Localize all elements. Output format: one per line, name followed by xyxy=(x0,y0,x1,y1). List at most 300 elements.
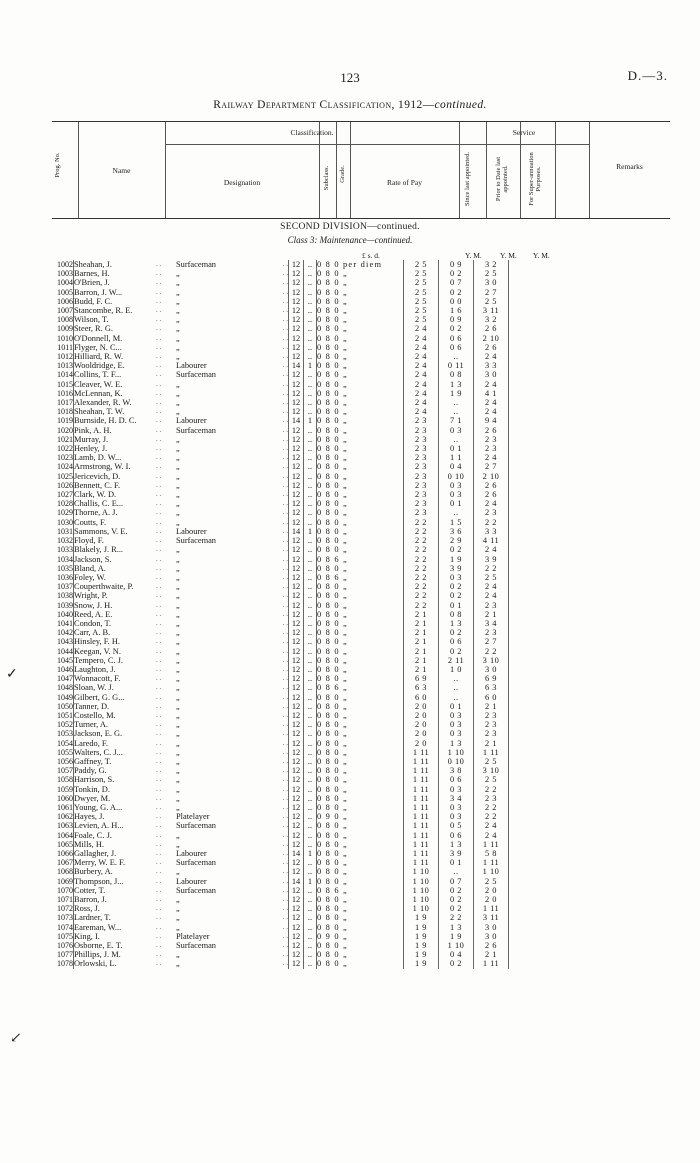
leader-dots: . . xyxy=(282,315,288,324)
designation: „ xyxy=(176,664,180,674)
remarks xyxy=(509,416,620,425)
employee-name: Carr, A. B. xyxy=(74,628,157,637)
service-since-last: 2 3 xyxy=(404,508,439,517)
table-row xyxy=(45,794,619,803)
service-superannuation: 2 6 xyxy=(474,481,509,490)
employee-name: Flyger, N. C... xyxy=(74,343,157,352)
designation: „ xyxy=(176,324,180,334)
leader-dots: . . xyxy=(156,545,162,554)
table-row xyxy=(45,416,619,425)
remarks xyxy=(509,693,620,702)
prog-no: 1033 xyxy=(57,545,73,555)
grade: .. xyxy=(304,674,317,683)
service-superannuation: 2 3 xyxy=(474,508,509,517)
subclass: 12 xyxy=(289,923,304,932)
remarks xyxy=(509,288,620,297)
service-since-last: 6 9 xyxy=(404,674,439,683)
prog-no: 1062 xyxy=(57,812,73,822)
leader-dots: . . xyxy=(156,655,162,664)
table-row xyxy=(45,858,619,867)
service-superannuation: 3 10 xyxy=(474,766,509,775)
service-prior: .. xyxy=(439,683,474,692)
leader-dots: . . xyxy=(282,563,288,572)
leader-dots: . . xyxy=(282,738,288,747)
grade: .. xyxy=(304,867,317,876)
rate-of-pay: 0 8 0 „ xyxy=(317,739,404,748)
rate-of-pay: 0 8 0 „ xyxy=(317,840,404,849)
designation: „ xyxy=(176,747,180,757)
prog-no: 1041 xyxy=(57,618,73,628)
employee-name: Hayes, J. xyxy=(74,812,157,821)
leader-dots: . . xyxy=(282,729,288,738)
leader-dots: . . xyxy=(156,646,162,655)
table-row xyxy=(45,269,619,278)
rate-of-pay: 0 8 0 „ xyxy=(317,389,404,398)
table-row xyxy=(45,923,619,932)
table-row xyxy=(45,821,619,830)
rate-of-pay: 0 9 0 „ xyxy=(317,812,404,821)
remarks xyxy=(509,656,620,665)
rate-of-pay: 0 8 0 „ xyxy=(317,444,404,453)
service-prior: 0 6 xyxy=(439,831,474,840)
service-prior: 0 7 xyxy=(439,877,474,886)
leader-dots: . . xyxy=(156,471,162,480)
remarks xyxy=(509,278,620,287)
leader-dots: . . xyxy=(282,858,288,867)
prog-no: 1047 xyxy=(57,674,73,684)
employee-name: Henley, J. xyxy=(74,444,157,453)
leader-dots: . . xyxy=(282,941,288,950)
employee-name: Floyd, F. xyxy=(74,536,157,545)
prog-no: 1013 xyxy=(57,361,73,371)
designation: „ xyxy=(176,480,180,490)
rate-of-pay: 0 8 0 „ xyxy=(317,895,404,904)
rate-of-pay: 0 8 0 „ xyxy=(317,582,404,591)
grade: .. xyxy=(304,858,317,867)
service-prior: 0 10 xyxy=(439,472,474,481)
employee-name: Bennett, C. F. xyxy=(74,481,157,490)
service-since-last: 1 11 xyxy=(404,775,439,784)
designation: „ xyxy=(176,867,180,877)
grade: .. xyxy=(304,297,317,306)
subclass: 12 xyxy=(289,481,304,490)
service-since-last: 2 4 xyxy=(404,334,439,343)
prog-no: 1069 xyxy=(57,876,73,886)
table-row xyxy=(45,260,619,269)
grade: .. xyxy=(304,803,317,812)
prog-no: 1006 xyxy=(57,296,73,306)
table-row xyxy=(45,472,619,481)
service-since-last: 2 5 xyxy=(404,260,439,269)
prog-no: 1017 xyxy=(57,398,73,408)
remarks xyxy=(509,748,620,757)
service-prior: 1 9 xyxy=(439,555,474,564)
table-row xyxy=(45,840,619,849)
service-superannuation: 2 4 xyxy=(474,453,509,462)
remarks xyxy=(509,518,620,527)
leader-dots: . . xyxy=(156,941,162,950)
leader-dots: . . xyxy=(156,499,162,508)
service-superannuation: 2 4 xyxy=(474,499,509,508)
service-since-last: 2 1 xyxy=(404,656,439,665)
document-reference: D.—3. xyxy=(627,68,668,83)
leader-dots: . . xyxy=(282,655,288,664)
grade: .. xyxy=(304,665,317,674)
grade: .. xyxy=(304,913,317,922)
service-superannuation: 6 0 xyxy=(474,693,509,702)
rate-of-pay: 0 8 6 „ xyxy=(317,886,404,895)
leader-dots: . . xyxy=(156,830,162,839)
table-row xyxy=(45,803,619,812)
subclass: 12 xyxy=(289,867,304,876)
service-since-last: 1 10 xyxy=(404,886,439,895)
designation: „ xyxy=(176,609,180,619)
leader-dots: . . xyxy=(282,913,288,922)
table-row xyxy=(45,647,619,656)
employee-name: Murray, J. xyxy=(74,435,157,444)
designation: „ xyxy=(176,904,180,914)
prog-no: 1061 xyxy=(57,802,73,812)
remarks xyxy=(509,913,620,922)
leader-dots: . . xyxy=(282,545,288,554)
rate-of-pay: 0 8 6 „ xyxy=(317,555,404,564)
employee-name: Dwyer, M. xyxy=(74,794,157,803)
service-since-last: 2 2 xyxy=(404,591,439,600)
service-since-last: 2 4 xyxy=(404,407,439,416)
remarks xyxy=(509,343,620,352)
service-superannuation: 3 3 xyxy=(474,527,509,536)
prog-no: 1024 xyxy=(57,462,73,472)
service-since-last: 2 4 xyxy=(404,370,439,379)
service-prior: 2 9 xyxy=(439,536,474,545)
grade: .. xyxy=(304,426,317,435)
leader-dots: . . xyxy=(156,462,162,471)
subclass: 12 xyxy=(289,904,304,913)
subclass: 12 xyxy=(289,683,304,692)
service-prior: 0 1 xyxy=(439,601,474,610)
rate-of-pay: 0 8 0 „ xyxy=(317,518,404,527)
subclass: 12 xyxy=(289,950,304,959)
grade: 1 xyxy=(304,527,317,536)
leader-dots: . . xyxy=(156,876,162,885)
prog-no: 1016 xyxy=(57,388,73,398)
leader-dots: . . xyxy=(156,931,162,940)
prog-no: 1020 xyxy=(57,425,73,435)
subclass: 14 xyxy=(289,849,304,858)
prog-no: 1075 xyxy=(57,931,73,941)
subclass: 12 xyxy=(289,315,304,324)
service-since-last: 1 11 xyxy=(404,803,439,812)
service-superannuation: 2 4 xyxy=(474,380,509,389)
table-row xyxy=(45,462,619,471)
leader-dots: . . xyxy=(156,849,162,857)
table-row xyxy=(45,665,619,674)
service-prior: 1 9 xyxy=(439,389,474,398)
service-prior: 0 8 xyxy=(439,610,474,619)
leader-dots: . . xyxy=(156,480,162,489)
table-row xyxy=(45,849,619,858)
grade: .. xyxy=(304,490,317,499)
employee-name: Bland, A. xyxy=(74,564,157,573)
prog-no: 1038 xyxy=(57,591,73,601)
employee-name: Hinsley, F. H. xyxy=(74,637,157,646)
grade: .. xyxy=(304,352,317,361)
leader-dots: . . xyxy=(282,444,288,453)
service-since-last: 1 11 xyxy=(404,849,439,858)
superannuation-header: For Super-annuation Purposes. xyxy=(528,152,542,206)
service-superannuation: 9 4 xyxy=(474,416,509,425)
remarks xyxy=(509,895,620,904)
prog-no: 1059 xyxy=(57,784,73,794)
remarks xyxy=(509,444,620,453)
grade: .. xyxy=(304,766,317,775)
subclass: 12 xyxy=(289,435,304,444)
employee-name: Armstrong, W. I. xyxy=(74,462,157,471)
service-header: Service xyxy=(512,128,536,137)
service-prior: 0 6 xyxy=(439,775,474,784)
employee-name: Laughton, J. xyxy=(74,665,157,674)
employee-name: Thorne, A. J. xyxy=(74,508,157,517)
designation: „ xyxy=(176,315,180,325)
service-superannuation: 3 0 xyxy=(474,665,509,674)
grade: .. xyxy=(304,481,317,490)
subclass: 12 xyxy=(289,941,304,950)
prog-no: 1011 xyxy=(57,342,73,352)
grade: .. xyxy=(304,573,317,582)
grade: .. xyxy=(304,508,317,517)
service-superannuation: 2 0 xyxy=(474,895,509,904)
leader-dots: . . xyxy=(156,398,162,407)
subclass: 12 xyxy=(289,306,304,315)
rate-of-pay: 0 8 0 „ xyxy=(317,315,404,324)
leader-dots: . . xyxy=(156,747,162,756)
designation: „ xyxy=(176,379,180,389)
rate-of-pay: 0 8 0 „ xyxy=(317,435,404,444)
subclass: 12 xyxy=(289,536,304,545)
grade: .. xyxy=(304,932,317,941)
leader-dots: . . xyxy=(156,618,162,627)
employee-name: Barron, J. xyxy=(74,895,157,904)
subclass: 12 xyxy=(289,803,304,812)
prog-no: 1018 xyxy=(57,407,73,417)
service-superannuation: 2 5 xyxy=(474,297,509,306)
service-since-last: 2 5 xyxy=(404,288,439,297)
leader-dots: . . xyxy=(282,885,288,894)
employee-name: Sloan, W. J. xyxy=(74,683,157,692)
service-since-last: 1 10 xyxy=(404,895,439,904)
service-since-last: 2 2 xyxy=(404,518,439,527)
employee-name: Tonkin, D. xyxy=(74,785,157,794)
remarks xyxy=(509,407,620,416)
remarks xyxy=(509,472,620,481)
service-superannuation: 3 0 xyxy=(474,278,509,287)
leader-dots: . . xyxy=(156,738,162,747)
service-since-last: 2 1 xyxy=(404,610,439,619)
employee-name: O'Donnell, M. xyxy=(74,334,157,343)
designation: „ xyxy=(176,710,180,720)
service-prior: 0 1 xyxy=(439,858,474,867)
service-since-last: 2 3 xyxy=(404,481,439,490)
leader-dots: . . xyxy=(156,959,162,968)
service-prior: 1 10 xyxy=(439,748,474,757)
employee-name: Sammons, V. E. xyxy=(74,527,157,536)
rate-of-pay: 0 8 0 „ xyxy=(317,794,404,803)
remarks xyxy=(509,628,620,637)
service-prior: 0 3 xyxy=(439,803,474,812)
prog-no: 1008 xyxy=(57,315,73,325)
service-since-last: 2 0 xyxy=(404,711,439,720)
leader-dots: . . xyxy=(282,324,288,333)
leader-dots: . . xyxy=(156,526,162,535)
remarks xyxy=(509,923,620,932)
remarks xyxy=(509,729,620,738)
designation: „ xyxy=(176,444,180,454)
subclass: 12 xyxy=(289,665,304,674)
employee-name: Coutts, F. xyxy=(74,518,157,527)
grade: .. xyxy=(304,628,317,637)
rate-of-pay: 0 8 0 „ xyxy=(317,481,404,490)
service-since-last: 2 4 xyxy=(404,343,439,352)
employee-name: Cleaver, W. E. xyxy=(74,380,157,389)
service-prior: 0 5 xyxy=(439,821,474,830)
grade: .. xyxy=(304,711,317,720)
table-row xyxy=(45,370,619,379)
leader-dots: . . xyxy=(282,664,288,673)
table-row xyxy=(45,315,619,324)
subclass: 12 xyxy=(289,472,304,481)
designation: „ xyxy=(176,306,180,316)
subclass: 12 xyxy=(289,821,304,830)
subclass: 12 xyxy=(289,324,304,333)
leader-dots: . . xyxy=(282,922,288,931)
designation: Surfaceman xyxy=(176,536,216,546)
service-superannuation: 2 4 xyxy=(474,831,509,840)
prog-no: 1039 xyxy=(57,600,73,610)
leader-dots: . . xyxy=(156,664,162,673)
rate-of-pay: 0 8 0 „ xyxy=(317,785,404,794)
service-superannuation: 3 11 xyxy=(474,306,509,315)
service-since-last: 2 3 xyxy=(404,426,439,435)
prog-no: 1030 xyxy=(57,517,73,527)
prog-no: 1007 xyxy=(57,306,73,316)
service-prior: 0 3 xyxy=(439,490,474,499)
designation: Platelayer xyxy=(176,931,210,941)
designation: „ xyxy=(176,683,180,693)
leader-dots: . . xyxy=(282,572,288,581)
service-superannuation: 2 1 xyxy=(474,739,509,748)
rate-of-pay: 0 8 0 „ xyxy=(317,904,404,913)
table-row xyxy=(45,775,619,784)
leader-dots: . . xyxy=(156,895,162,904)
division-heading: SECOND DIVISION—continued. xyxy=(280,222,420,232)
grade: .. xyxy=(304,637,317,646)
service-prior: 1 6 xyxy=(439,306,474,315)
subclass: 12 xyxy=(289,647,304,656)
service-superannuation: 2 1 xyxy=(474,950,509,959)
designation: „ xyxy=(176,922,180,932)
table-row xyxy=(45,886,619,895)
service-prior: .. xyxy=(439,352,474,361)
subclass: 12 xyxy=(289,582,304,591)
service-prior: 1 3 xyxy=(439,380,474,389)
designation: „ xyxy=(176,398,180,408)
grade: .. xyxy=(304,840,317,849)
leader-dots: . . xyxy=(282,434,288,443)
designation: „ xyxy=(176,674,180,684)
table-row xyxy=(45,591,619,600)
designation: „ xyxy=(176,802,180,812)
remarks xyxy=(509,555,620,564)
leader-dots: . . xyxy=(156,536,162,545)
table-row xyxy=(45,766,619,775)
subclass: 12 xyxy=(289,886,304,895)
leader-dots: . . xyxy=(282,480,288,489)
remarks xyxy=(509,508,620,517)
service-since-last: 2 1 xyxy=(404,647,439,656)
grade: .. xyxy=(304,260,317,269)
subclass: 12 xyxy=(289,932,304,941)
table-row xyxy=(45,702,619,711)
rate-of-pay: 0 8 0 „ xyxy=(317,499,404,508)
service-superannuation: 2 5 xyxy=(474,757,509,766)
service-superannuation: 1 11 xyxy=(474,959,509,968)
subclass: 12 xyxy=(289,693,304,702)
table-row xyxy=(45,941,619,950)
subclass: 12 xyxy=(289,453,304,462)
service-superannuation: 2 4 xyxy=(474,407,509,416)
rate-of-pay: 0 8 0 „ xyxy=(317,693,404,702)
remarks xyxy=(509,591,620,600)
leader-dots: . . xyxy=(282,508,288,517)
designation: „ xyxy=(176,342,180,352)
employee-name: Jericevich, D. xyxy=(74,472,157,481)
grade: .. xyxy=(304,794,317,803)
leader-dots: . . xyxy=(282,536,288,545)
designation: „ xyxy=(176,490,180,500)
remarks xyxy=(509,573,620,582)
remarks xyxy=(509,269,620,278)
remarks xyxy=(509,260,620,269)
rate-of-pay: 0 8 0 „ xyxy=(317,334,404,343)
leader-dots: . . xyxy=(156,812,162,821)
subclass: 12 xyxy=(289,444,304,453)
service-since-last: 2 4 xyxy=(404,380,439,389)
designation: Surfaceman xyxy=(176,821,216,831)
table-row xyxy=(45,656,619,665)
designation: „ xyxy=(176,692,180,702)
leader-dots: . . xyxy=(282,674,288,683)
leader-dots: . . xyxy=(156,766,162,775)
table-row xyxy=(45,508,619,517)
employee-name: Merry, W. E. F. xyxy=(74,858,157,867)
remarks xyxy=(509,619,620,628)
service-superannuation: 2 2 xyxy=(474,647,509,656)
grade: .. xyxy=(304,380,317,389)
service-superannuation: 4 1 xyxy=(474,389,509,398)
employee-name: Reed, A. E. xyxy=(74,610,157,619)
designation: „ xyxy=(176,508,180,518)
service-since-last: 2 3 xyxy=(404,453,439,462)
service-since-last: 1 11 xyxy=(404,785,439,794)
remarks xyxy=(509,398,620,407)
subclass: 12 xyxy=(289,343,304,352)
rate-of-pay: 0 8 0 „ xyxy=(317,849,404,858)
leader-dots: . . xyxy=(156,922,162,931)
employee-name: Condon, T. xyxy=(74,619,157,628)
leader-dots: . . xyxy=(282,269,288,278)
prog-no: 1058 xyxy=(57,775,73,785)
subclass: 12 xyxy=(289,785,304,794)
